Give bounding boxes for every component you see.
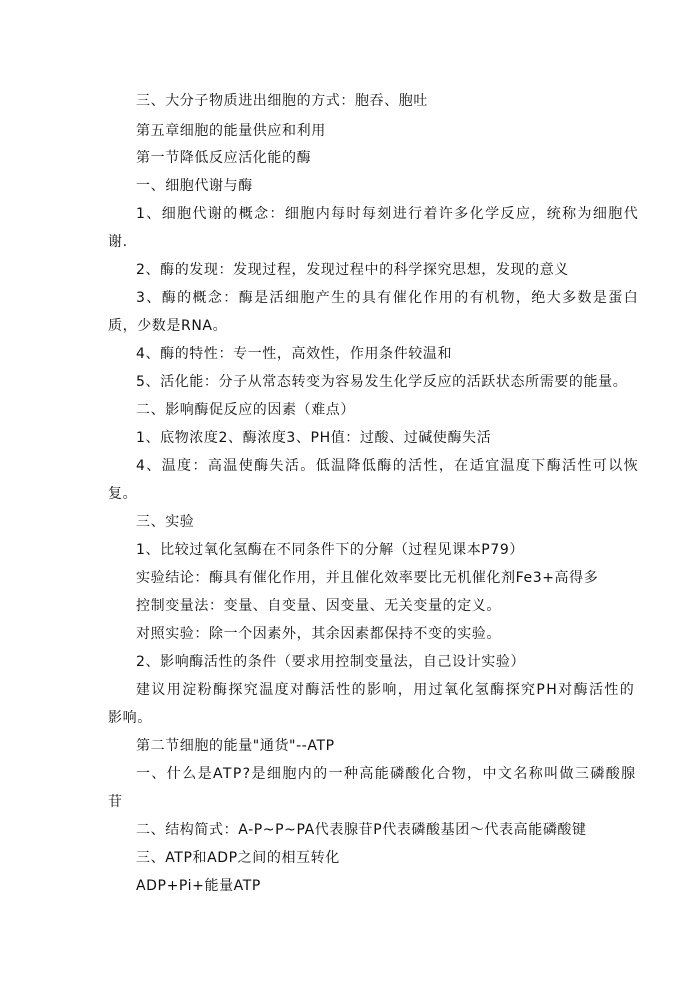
text-line: 5、活化能：分子从常态转变为容易发生化学反应的活跃状态所需要的能量。 [136, 374, 628, 390]
text-line: 三、ATP和ADP之间的相互转化 [136, 850, 340, 866]
text-line: 第二节细胞的能量"通货"--ATP [136, 738, 335, 754]
text-line: 质，少数是RNA。 [108, 318, 228, 334]
text-line: 2、酶的发现：发现过程，发现过程中的科学探究思想，发现的意义 [136, 262, 569, 278]
text-line: 二、影响酶促反应的因素（难点） [136, 402, 355, 418]
text-line: 1、比较过氧化氢酶在不同条件下的分解（过程见课本P79） [136, 542, 524, 558]
text-line: 3、酶的概念：酶是活细胞产生的具有催化作用的有机物，绝大多数是蛋白 [136, 290, 640, 306]
text-line: 实验结论：酶具有催化作用，并且催化效率要比无机催化剂Fe3+高得多 [136, 570, 599, 586]
text-line: 对照实验：除一个因素外，其余因素都保持不变的实验。 [136, 626, 501, 642]
text-line: 一、什么是ATP?是细胞内的一种高能磷酸化合物，中文名称叫做三磷酸腺 [136, 766, 637, 782]
text-line: 影响。 [108, 710, 152, 726]
text-line: 控制变量法：变量、自变量、因变量、无关变量的定义。 [136, 598, 501, 614]
text-line: 苷 [108, 794, 123, 810]
text-line: 建议用淀粉酶探究温度对酶活性的影响，用过氧化氢酶探究PH对酶活性的 [136, 682, 636, 698]
text-line: ADP+Pi+能量ATP [136, 878, 261, 894]
text-line: 4、温度：高温使酶失活。低温降低酶的活性，在适宜温度下酶活性可以恢 [136, 458, 640, 474]
text-line: 第五章细胞的能量供应和利用 [136, 123, 326, 139]
text-line: 复。 [108, 486, 138, 502]
text-line: 三、大分子物质进出细胞的方式：胞吞、胞吐 [136, 93, 428, 109]
text-line: 2、影响酶活性的条件（要求用控制变量法，自己设计实验） [136, 654, 526, 670]
text-line: 第一节降低反应活化能的酶 [136, 150, 312, 166]
text-line: 谢. [108, 234, 128, 250]
text-line: 4、酶的特性：专一性，高效性，作用条件较温和 [136, 346, 453, 362]
text-line: 1、细胞代谢的概念：细胞内每时每刻进行着许多化学反应，统称为细胞代 [136, 206, 640, 222]
text-line: 二、结构简式：A-P~P~PA代表腺苷P代表磷酸基团～代表高能磷酸键 [136, 822, 587, 838]
text-line: 一、细胞代谢与酶 [136, 178, 253, 194]
text-line: 三、实验 [136, 514, 195, 530]
text-line: 1、底物浓度2、酶浓度3、PH值：过酸、过碱使酶失活 [136, 430, 492, 446]
